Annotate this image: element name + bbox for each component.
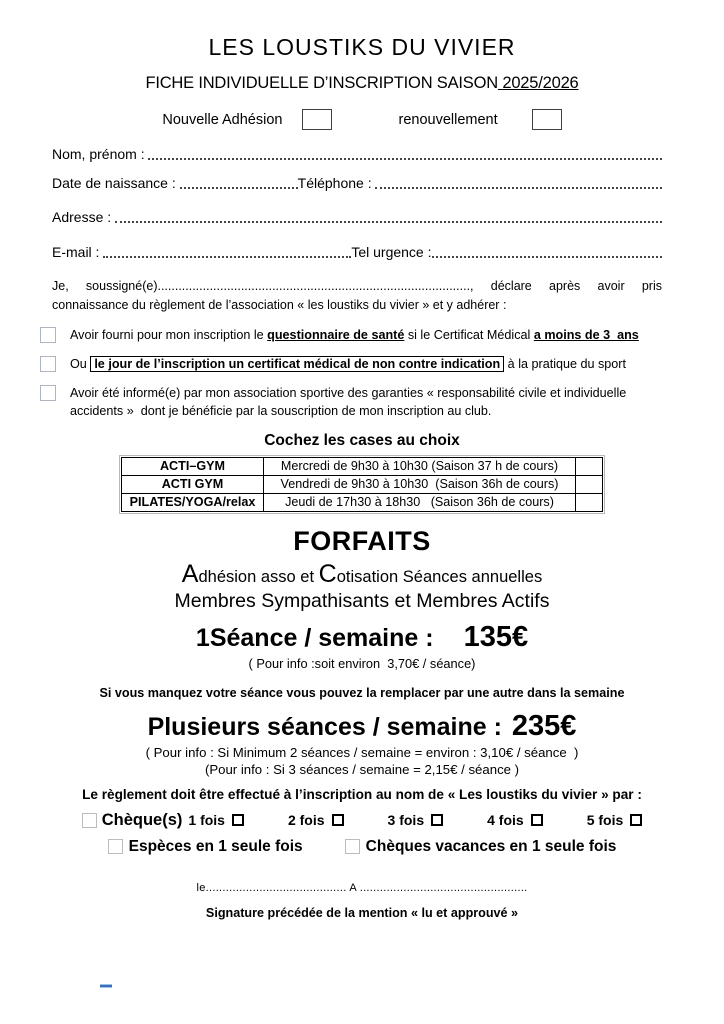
declaration-checkboxes <box>0 326 724 421</box>
statement-medical-certificate <box>40 355 668 373</box>
cheque-option-3fois <box>388 812 444 828</box>
address-input-line[interactable] <box>115 221 662 223</box>
emergency-phone-label: Tel urgence : <box>351 243 432 260</box>
cheque-3fois-label: 3 fois <box>387 812 425 828</box>
statement-health-questionnaire-text <box>70 326 639 344</box>
course-schedule-vendredi: Vendredi de 9h30 à 10h30 (Saison 36h de cours) <box>264 475 576 493</box>
new-membership-checkbox[interactable] <box>302 109 332 130</box>
course-schedule-mercredi: Mercredi de 9h30 à 10h30 (Saison 37 h de cours) <box>264 457 576 475</box>
vacation-cheque-checkbox[interactable] <box>345 839 360 854</box>
cheque-option-2fois <box>288 812 344 828</box>
email-input-line[interactable] <box>103 256 351 258</box>
statement-medical-certificate-text <box>70 355 626 373</box>
price-multi-session-info-1: ( Pour info : Si Minimum 2 séances / semaine = environ : 3,10€ / séance ) <box>145 744 579 760</box>
emergency-phone-input-line[interactable] <box>432 256 662 258</box>
vacation-cheque-label: Chèques vacances en 1 seule fois <box>365 837 617 855</box>
forfaits-initial-c: C <box>318 559 337 588</box>
statement-insurance-informed-text: Avoir été informé(e) par mon association sportive des garanties « responsabilité civile et individuelle accidents » dont je bénéficie par la souscription de mon inscription au club. <box>70 386 627 419</box>
statement2-post: à la pratique du sport <box>504 356 627 371</box>
date-place-line[interactable]: le.......................................... A .................................................. <box>196 881 528 894</box>
cheque-option-1fois <box>188 812 244 828</box>
cheque-1fois-checkbox[interactable] <box>232 814 244 826</box>
cheque-2fois-label: 2 fois <box>287 812 325 828</box>
phone-label: Téléphone : <box>297 174 376 191</box>
email-label: E-mail : <box>52 243 104 260</box>
birthdate-label: Date de naissance : <box>52 174 180 191</box>
statement1-pre: Avoir fourni pour mon inscription le <box>70 327 268 342</box>
page-subtitle <box>0 74 724 93</box>
statement2-boxed-text: le jour de l’inscription un certificat médical de non contre indication <box>90 356 504 372</box>
cash-label: Espèces en 1 seule fois <box>128 837 303 855</box>
forfaits-subheading-1 <box>0 560 724 589</box>
identity-fields <box>52 142 662 261</box>
declaration-paragraph: Je, soussigné(e).........................................................................................., déclare après avoir pris connaissance du règlement de l’association « les loustiks du vivier » et y adhérer : <box>52 279 662 312</box>
cheque-5fois-label: 5 fois <box>586 812 624 828</box>
cheque-4fois-label: 4 fois <box>487 812 524 828</box>
name-label: Nom, prénom : <box>52 145 149 162</box>
cheque-5fois-checkbox[interactable] <box>630 814 642 826</box>
health-questionnaire-checkbox[interactable] <box>40 327 56 343</box>
forfaits-heading: FORFAITS <box>293 525 431 556</box>
subtitle-text: FICHE INDIVIDUELLE D’INSCRIPTION SAISON <box>145 74 498 92</box>
courses-table-heading: Cochez les cases au choix <box>264 431 460 449</box>
address-row <box>52 205 662 226</box>
cheque-3fois-checkbox[interactable] <box>431 814 443 826</box>
insurance-informed-checkbox[interactable] <box>40 385 56 401</box>
course-name-pilates-yoga: PILATES/YOGA/relax <box>122 493 264 511</box>
email-emergency-row <box>52 240 662 261</box>
replacement-note: Si vous manquez votre séance vous pouvez la remplacer par une autre dans la semaine <box>99 685 625 700</box>
statement1-bold-questionnaire: questionnaire de santé <box>267 327 405 342</box>
forfaits-sub1-part2: otisation Séances annuelles <box>336 567 543 586</box>
renewal-checkbox[interactable] <box>532 109 562 130</box>
cheque-option-5fois <box>587 812 643 828</box>
price-one-session-info: ( Pour info :soit environ 3,70€ / séance) <box>248 655 476 671</box>
forfaits-subheading-2: Membres Sympathisants et Membres Actifs <box>174 589 550 612</box>
price-multi-session-label: Plusieurs séances / semaine : <box>147 712 502 741</box>
course-name-acti-gym-vendredi: ACTI GYM <box>122 475 264 493</box>
payment-cheque-row <box>0 811 724 830</box>
cheque-checkbox[interactable] <box>82 813 97 828</box>
cheque-label: Chèque(s) <box>101 810 183 829</box>
cheque-1fois-label: 1 fois <box>188 812 225 828</box>
season-text: 2025/2026 <box>497 74 579 92</box>
price-multi-session-value: 235€ <box>511 709 577 742</box>
forfaits-initial-a: A <box>181 559 199 588</box>
cash-checkbox[interactable] <box>108 839 123 854</box>
table-row <box>122 493 603 511</box>
statement1-mid: si le Certificat Médical <box>404 327 534 342</box>
cheque-2fois-checkbox[interactable] <box>332 814 344 826</box>
membership-type-row <box>0 109 724 130</box>
page-title: LES LOUSTIKS DU VIVIER <box>208 34 516 60</box>
cheque-option-4fois <box>487 812 543 828</box>
payment-cash-row <box>0 838 724 856</box>
statement1-bold-3ans: a moins de 3 ans <box>533 327 639 342</box>
birthdate-input-line[interactable] <box>180 187 298 189</box>
course-schedule-jeudi: Jeudi de 17h30 à 18h30 (Saison 36h de cours) <box>264 493 576 511</box>
courses-table-wrapper <box>121 457 603 512</box>
statement-insurance-informed <box>40 384 668 421</box>
course-name-acti-gym-mercredi: ACTI–GYM <box>122 457 264 475</box>
statement2-pre: Ou <box>70 356 91 371</box>
medical-certificate-checkbox[interactable] <box>40 356 56 372</box>
name-row <box>52 142 662 163</box>
course-checkbox-vendredi[interactable] <box>576 475 603 493</box>
cheque-4fois-checkbox[interactable] <box>531 814 543 826</box>
address-label: Adresse : <box>52 208 116 225</box>
courses-table <box>121 457 603 512</box>
renewal-label: renouvellement <box>398 111 498 128</box>
payment-heading: Le règlement doit être effectué à l’inscription au nom de « Les loustiks du vivier » par : <box>82 786 642 802</box>
blue-mark <box>100 984 112 988</box>
price-one-session-row <box>0 621 724 654</box>
table-row <box>122 457 603 475</box>
signature-note: Signature précédée de la mention « lu et approuvé » <box>205 905 519 920</box>
table-row <box>122 475 603 493</box>
price-multi-session-info-2: (Pour info : Si 3 séances / semaine = 2,15€ / séance ) <box>204 761 520 777</box>
course-checkbox-mercredi[interactable] <box>576 457 603 475</box>
forfaits-sub1-part1: dhésion asso et <box>198 567 319 586</box>
course-checkbox-jeudi[interactable] <box>576 493 603 511</box>
new-membership-label: Nouvelle Adhésion <box>162 111 283 128</box>
phone-input-line[interactable] <box>375 187 662 189</box>
statement-health-questionnaire <box>40 326 668 344</box>
price-multi-session-row <box>0 710 724 743</box>
name-input-line[interactable] <box>148 158 662 160</box>
price-one-session-value: 135€ <box>463 620 529 653</box>
birthdate-phone-row <box>52 171 662 192</box>
price-one-session-label: 1Séance / semaine : <box>195 623 434 652</box>
